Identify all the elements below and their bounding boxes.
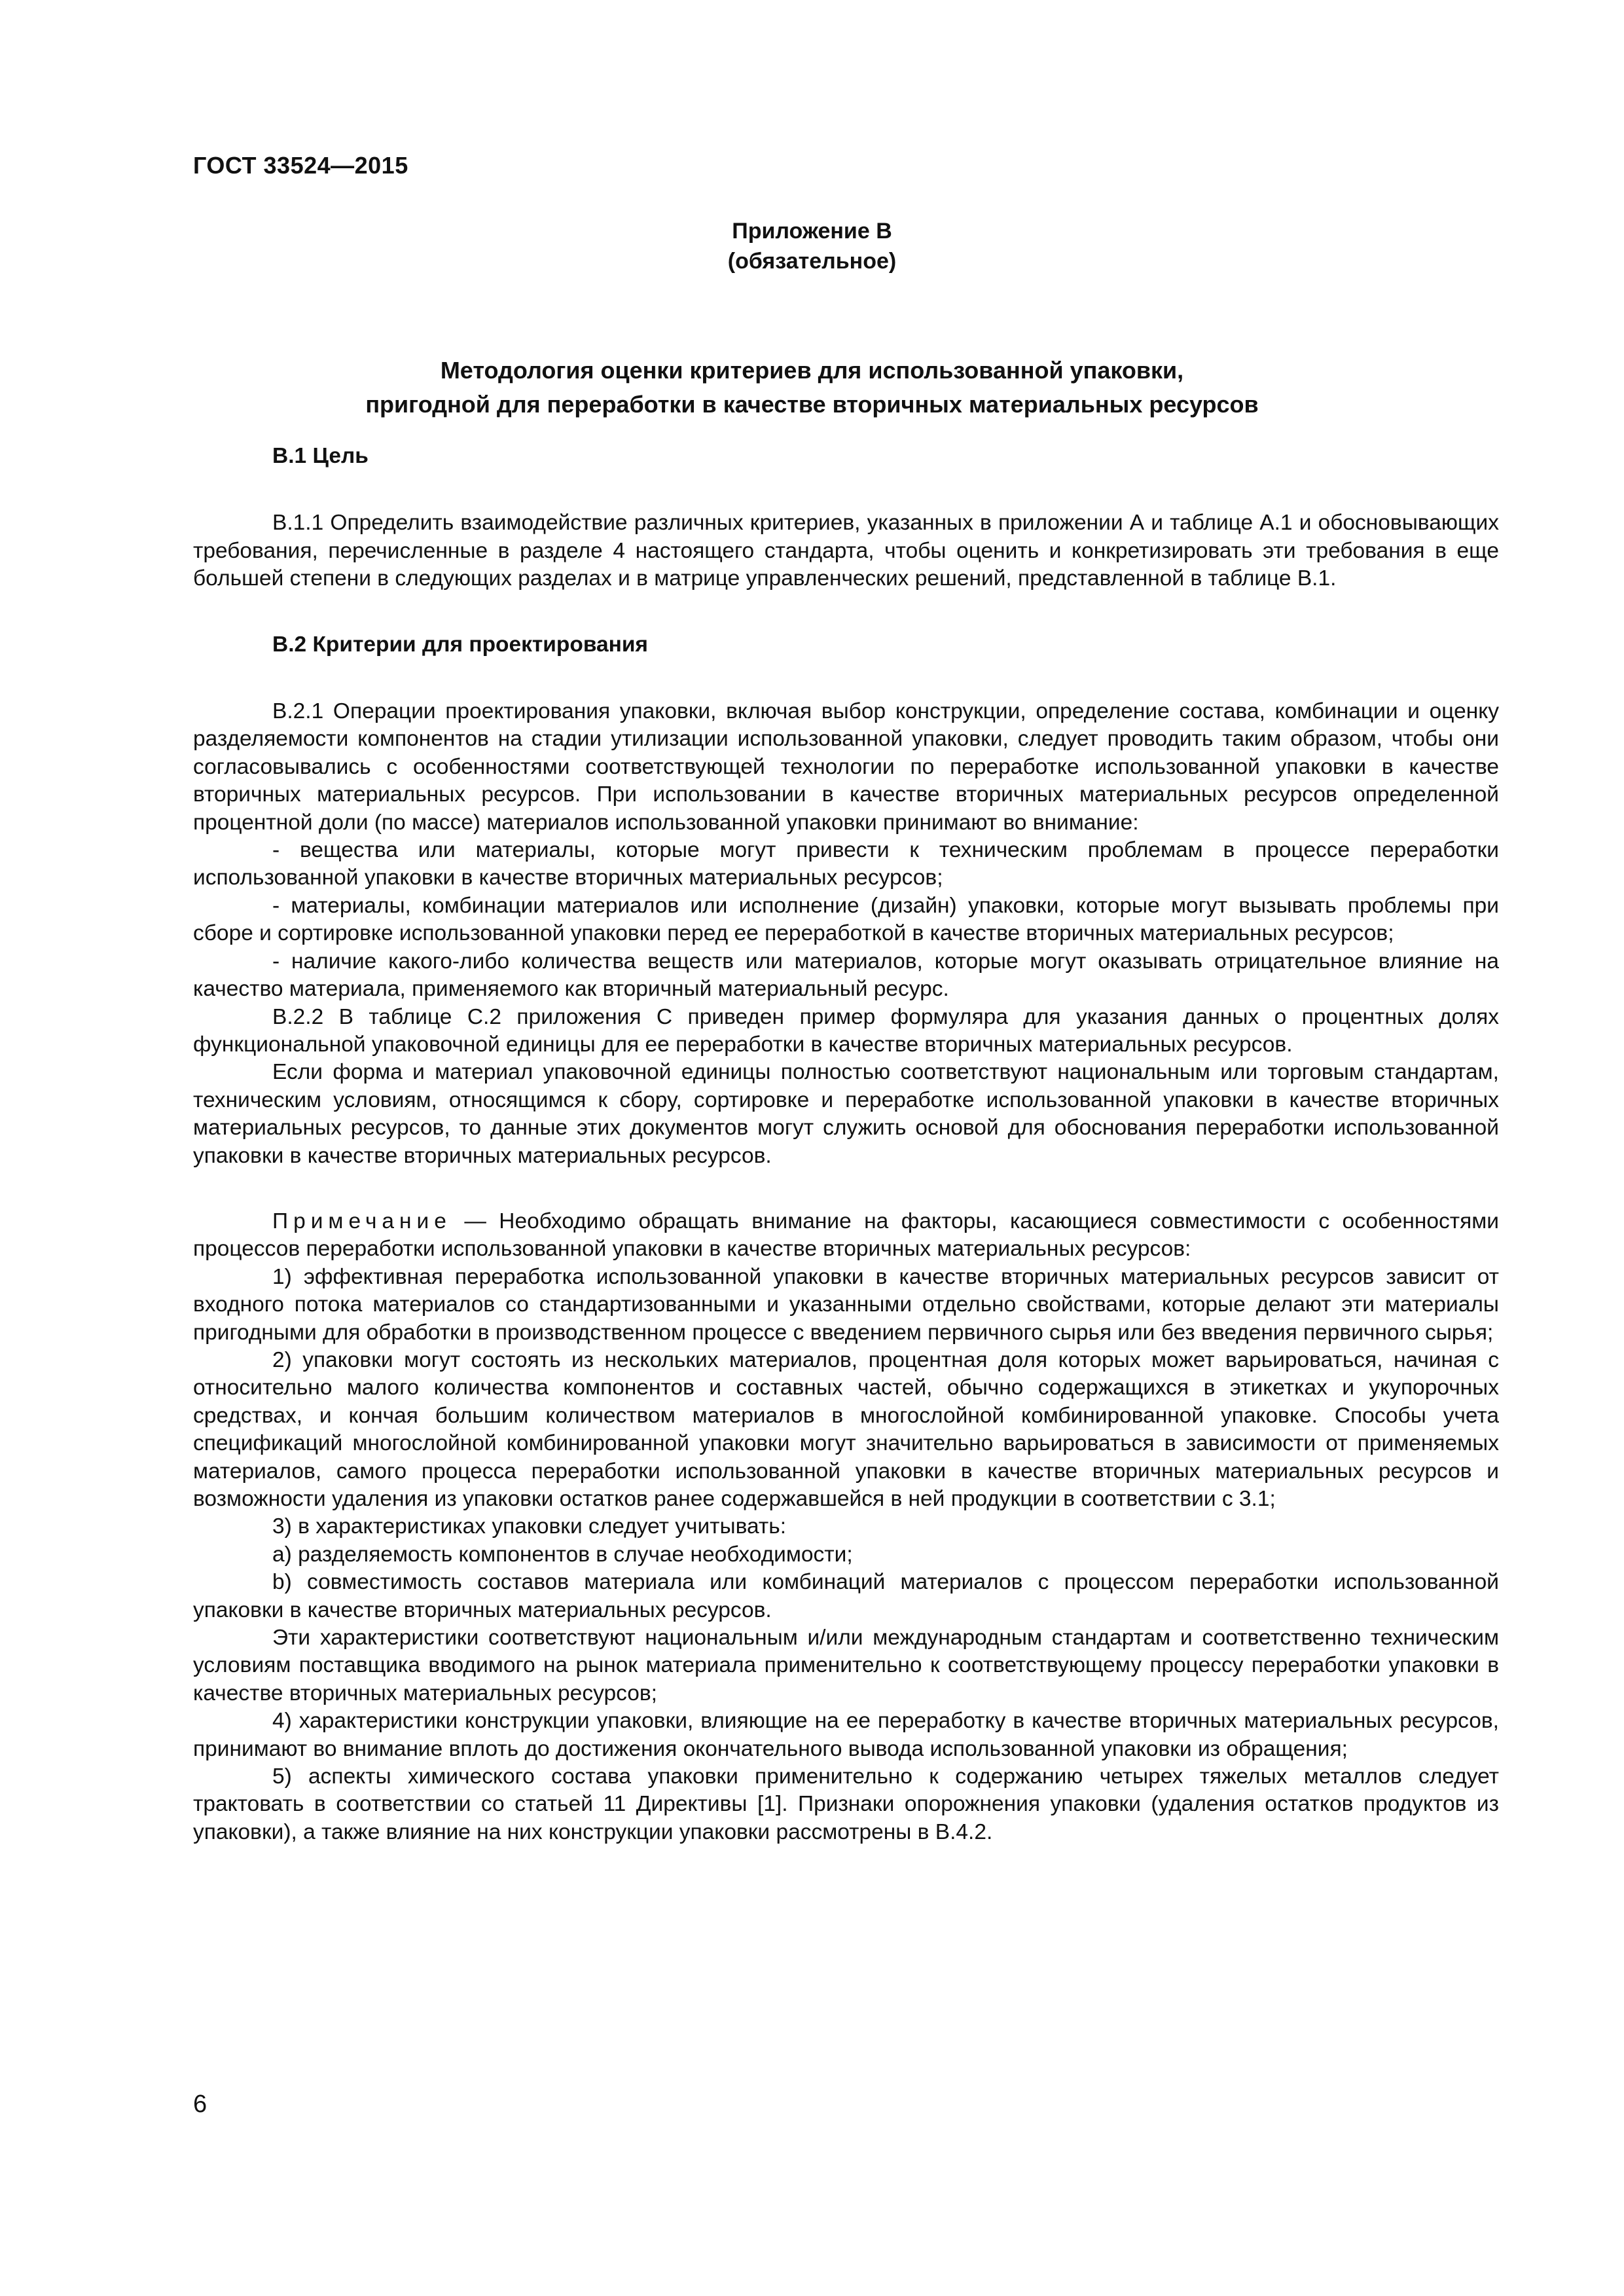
paragraph-b2-2: В.2.2 В таблице С.2 приложения С приведен пример формуляра для указания данных о процентных долях функциональной упаковочной единицы для ее переработки в качестве вторичных материальных ресурсов. — [193, 1004, 1499, 1057]
annex-title — [0, 354, 1624, 422]
list-item-b2-2: - материалы, комбинации материалов или исполнение (дизайн) упаковки, которые могут вызывать проблемы при сборе и сортировке использованной упаковки перед ее переработкой в качестве вторичных материальных ресурсов; — [193, 893, 1499, 946]
annex-title-line-2: пригодной для переработки в качестве вторичных материальных ресурсов — [365, 391, 1259, 418]
note-item-3a: a) разделяемость компонентов в случае необходимости; — [272, 1542, 853, 1567]
paragraph-b2-3: Если форма и материал упаковочной единицы полностью соответствуют национальным или торговым стандартам, техническим условиям, относящимся к сбору, сортировке и переработке использованной упаковки в качестве вторичных материальных ресурсов, то данные этих документов могут служить основой для обоснования переработки использованной упаковки в качестве вторичных материальных ресурсов. — [193, 1060, 1499, 1168]
section-heading-b1: В.1 Цель — [272, 444, 369, 468]
paragraph-b2-1: В.2.1 Операции проектирования упаковки, включая выбор конструкции, определение состава, комбинации и оценку разделяемости компонентов на стадии утилизации использованной упаковки, следует проводить таким образом, чтобы они согласовывались с особенностями соответствующей технологии по переработке использованной упаковки в качестве вторичных материальных ресурсов. При использовании в качестве вторичных материальных ресурсов определенной процентной доли (по массе) материалов использованной упаковки принимают во внимание: — [193, 699, 1499, 835]
annex-heading — [0, 216, 1624, 276]
section-heading-b2: В.2 Критерии для проектирования — [272, 632, 648, 657]
note-item-1: 1) эффективная переработка использованной упаковки в качестве вторичных материальных ресурсов зависит от входного потока материалов со стандартизованными и указанными отдельно свойствами, которые делают эти материалы пригодными для обработки в производственном процессе с введением первичного сырья или без введения первичного сырья; — [193, 1264, 1499, 1345]
list-item-b2-3: - наличие какого-либо количества веществ или материалов, которые могут оказывать отрицательное влияние на качество материала, применяемого как вторичный материальный ресурс. — [193, 949, 1499, 1002]
note-intro-text: — Необходимо обращать внимание на факторы, касающиеся совместимости с особенностями процессов переработки использованной упаковки в качестве вторичных материальных ресурсов: — [193, 1209, 1499, 1262]
annex-label: Приложение В — [732, 219, 892, 244]
annex-title-line-1: Методология оценки критериев для использованной упаковки, — [440, 357, 1184, 384]
page-number: 6 — [193, 2090, 208, 2118]
note-label: Примечание — [272, 1209, 452, 1233]
annex-status: (обязательное) — [727, 249, 897, 274]
note-item-3c: Эти характеристики соответствуют национальным и/или международным стандартам и соответственно техническим условиям поставщика вводимого на рынок материала применительно к соответствующему процессу переработки упаковки в качестве вторичных материальных ресурсов; — [193, 1626, 1499, 1705]
document-body — [193, 443, 1499, 1846]
note-item-2: 2) упаковки могут состоять из нескольких материалов, процентная доля которых может варьироваться, начиная с относительно малого количества компонентов и составных частей, обычно содержащихся в этикетках и укупорочных средствах, и кончая большим количеством материалов в многослойной комбинированной упаковке. Способы учета спецификаций многослойной комбинированной упаковки могут значительно варьироваться в зависимости от применяемых материалов, самого процесса переработки использованной упаковки в качестве вторичных материальных ресурсов и возможности удаления из упаковки остатков ранее содержавшейся в ней продукции в соответствии с 3.1; — [193, 1347, 1499, 1511]
note-item-3: 3) в характеристиках упаковки следует учитывать: — [272, 1514, 787, 1539]
paragraph-b1-1: В.1.1 Определить взаимодействие различных критериев, указанных в приложении А и таблице А.1 и обосновывающих требования, перечисленные в разделе 4 настоящего стандарта, чтобы оценить и конкретизировать эти требования в еще большей степени в следующих разделах и в матрице управленческих решений, представленной в таблице В.1. — [193, 511, 1499, 591]
note-item-3b: b) совместимость составов материала или комбинаций материалов с процессом переработки использованной упаковки в качестве вторичных материальных ресурсов. — [193, 1570, 1499, 1622]
list-item-b2-1: - вещества или материалы, которые могут привести к техническим проблемам в процессе переработки использованной упаковки в качестве вторичных материальных ресурсов; — [193, 838, 1499, 890]
note-item-4: 4) характеристики конструкции упаковки, влияющие на ее переработку в качестве вторичных материальных ресурсов, принимают во внимание вплоть до достижения окончательного вывода использованной упаковки из обращения; — [193, 1709, 1499, 1761]
note-item-5: 5) аспекты химического состава упаковки применительно к содержанию четырех тяжелых металлов следует трактовать в соответствии со статьей 11 Директивы [1]. Признаки опорожнения упаковки (удаления остатков продуктов из упаковки), а также влияние на них конструкции упаковки рассмотрены в В.4.2. — [193, 1764, 1499, 1844]
document-code: ГОСТ 33524—2015 — [193, 152, 408, 179]
note-intro — [193, 1208, 1499, 1264]
